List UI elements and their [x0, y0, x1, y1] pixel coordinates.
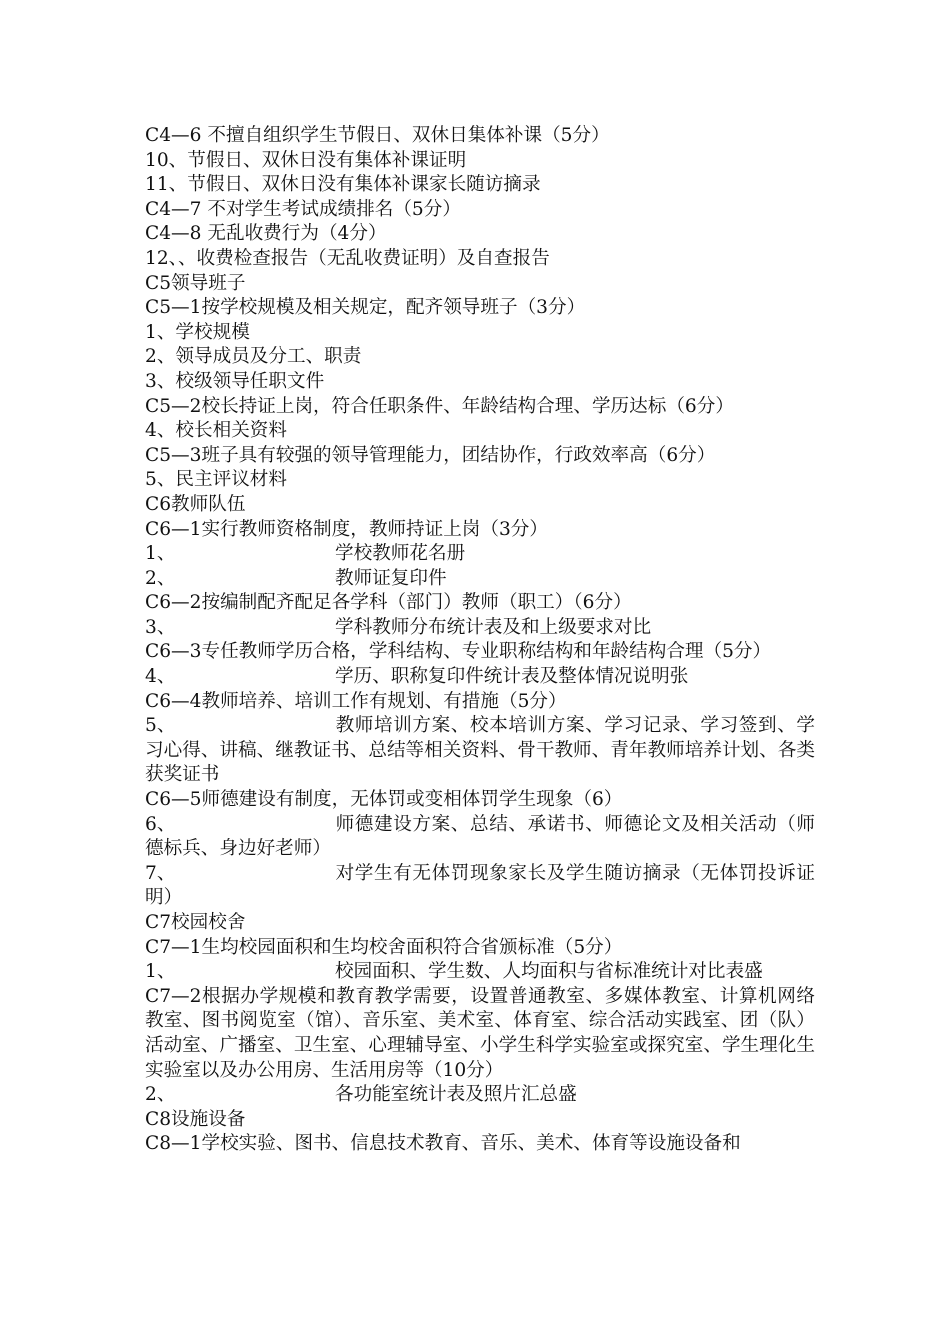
criterion-line: C8—1学校实验、图书、信息技术教育、音乐、美术、体育等设施设备和: [145, 1133, 741, 1155]
numbered-item: [145, 862, 815, 911]
item-number: 1、: [145, 543, 176, 565]
item-text: 学科教师分布统计表及和上级要求对比: [335, 616, 652, 638]
section-heading: C8设施设备: [145, 1108, 246, 1130]
criterion-line: C6—3专任教师学历合格，学科结构、专业职称结构和年龄结构合理（5分）: [145, 641, 772, 663]
criterion-line: C7—1生均校园面积和生均校舍面积符合省颁标准（5分）: [145, 936, 623, 958]
numbered-item: [145, 714, 815, 788]
item-number: 3、: [145, 616, 176, 638]
item-text: 教师证复印件: [335, 567, 447, 589]
text-line: 3、校级领导任职文件: [145, 370, 325, 392]
item-text: 教师培训方案、校本培训方案、学习记录、学习签到、学习心得、讲稿、继教证书、总结等相关资料、骨干教师、青年教师培养计划、各类获奖证书: [145, 715, 815, 786]
criterion-line: C7—2根据办学规模和教育教学需要，设置普通教室、多媒体教室、计算机网络教室、图书阅览室（馆）、音乐室、美术室、体育室、综合活动实践室、团（队）活动室、广播室、卫生室、心理辅导室、小学生科学实验室或探究室、学生理化生实验室以及办公用房、生活用房等（10分）: [145, 985, 815, 1081]
numbered-item: [145, 567, 815, 592]
text-line: 10、节假日、双休日没有集体补课证明: [145, 149, 467, 171]
text-line: 11、节假日、双休日没有集体补课家长随访摘录: [145, 174, 541, 196]
criterion-line: C6—5师德建设有制度，无体罚或变相体罚学生现象（6）: [145, 789, 623, 811]
item-text: 校园面积、学生数、人均面积与省标准统计对比表盛: [335, 961, 763, 983]
text-line: 4、校长相关资料: [145, 420, 287, 442]
criterion-line: C5—1按学校规模及相关规定，配齐领导班子（3分）: [145, 297, 586, 319]
criterion-line: C6—2按编制配齐配足各学科（部门）教师（职工）（6分）: [145, 592, 632, 614]
numbered-item: [145, 813, 815, 862]
item-text: 学校教师花名册: [335, 543, 466, 565]
criterion-line: C6—4教师培养、培训工作有规划、有措施（5分）: [145, 690, 567, 712]
numbered-item: [145, 665, 815, 690]
text-line: C4—6 不擅自组织学生节假日、双休日集体补课（5分）: [145, 125, 610, 146]
section-heading: C7校园校舍: [145, 912, 246, 933]
numbered-item: [145, 960, 815, 985]
item-number: 4、: [145, 666, 176, 688]
item-number: 2、: [145, 567, 176, 589]
item-number: 6、: [145, 813, 176, 835]
item-number: 7、: [145, 862, 176, 884]
numbered-item: [145, 1083, 815, 1108]
criterion-line: C5—2校长持证上岗，符合任职条件、年龄结构合理、学历达标（6分）: [145, 395, 734, 417]
item-number: 2、: [145, 1084, 176, 1106]
document-body: [145, 124, 815, 1157]
item-number: 1、: [145, 961, 176, 983]
text-line: 12、、收费检查报告（无乱收费证明）及自查报告: [145, 247, 550, 269]
section-heading: C6教师队伍: [145, 493, 246, 515]
numbered-item: [145, 542, 815, 567]
text-line: 5、民主评议材料: [145, 469, 287, 491]
item-text: 各功能室统计表及照片汇总盛: [335, 1084, 577, 1106]
text-line: 2、领导成员及分工、职责: [145, 346, 362, 368]
item-number: 5、: [145, 715, 176, 737]
numbered-item: [145, 616, 815, 641]
item-text: 学历、职称复印件统计表及整体情况说明张: [335, 666, 689, 688]
item-text: 对学生有无体罚现象家长及学生随访摘录（无体罚投诉证明）: [145, 862, 815, 909]
section-heading: C5领导班子: [145, 272, 246, 294]
criterion-line: C6—1实行教师资格制度，教师持证上岗（3分）: [145, 518, 548, 540]
item-text: 师德建设方案、总结、承诺书、师德论文及相关活动（师德标兵、身边好老师）: [145, 813, 815, 860]
text-line: 1、学校规模: [145, 321, 250, 343]
text-line: C4—8 无乱收费行为（4分）: [145, 223, 387, 245]
criterion-line: C5—3班子具有较强的领导管理能力，团结协作，行政效率高（6分）: [145, 444, 716, 466]
text-line: C4—7 不对学生考试成绩排名（5分）: [145, 198, 461, 220]
